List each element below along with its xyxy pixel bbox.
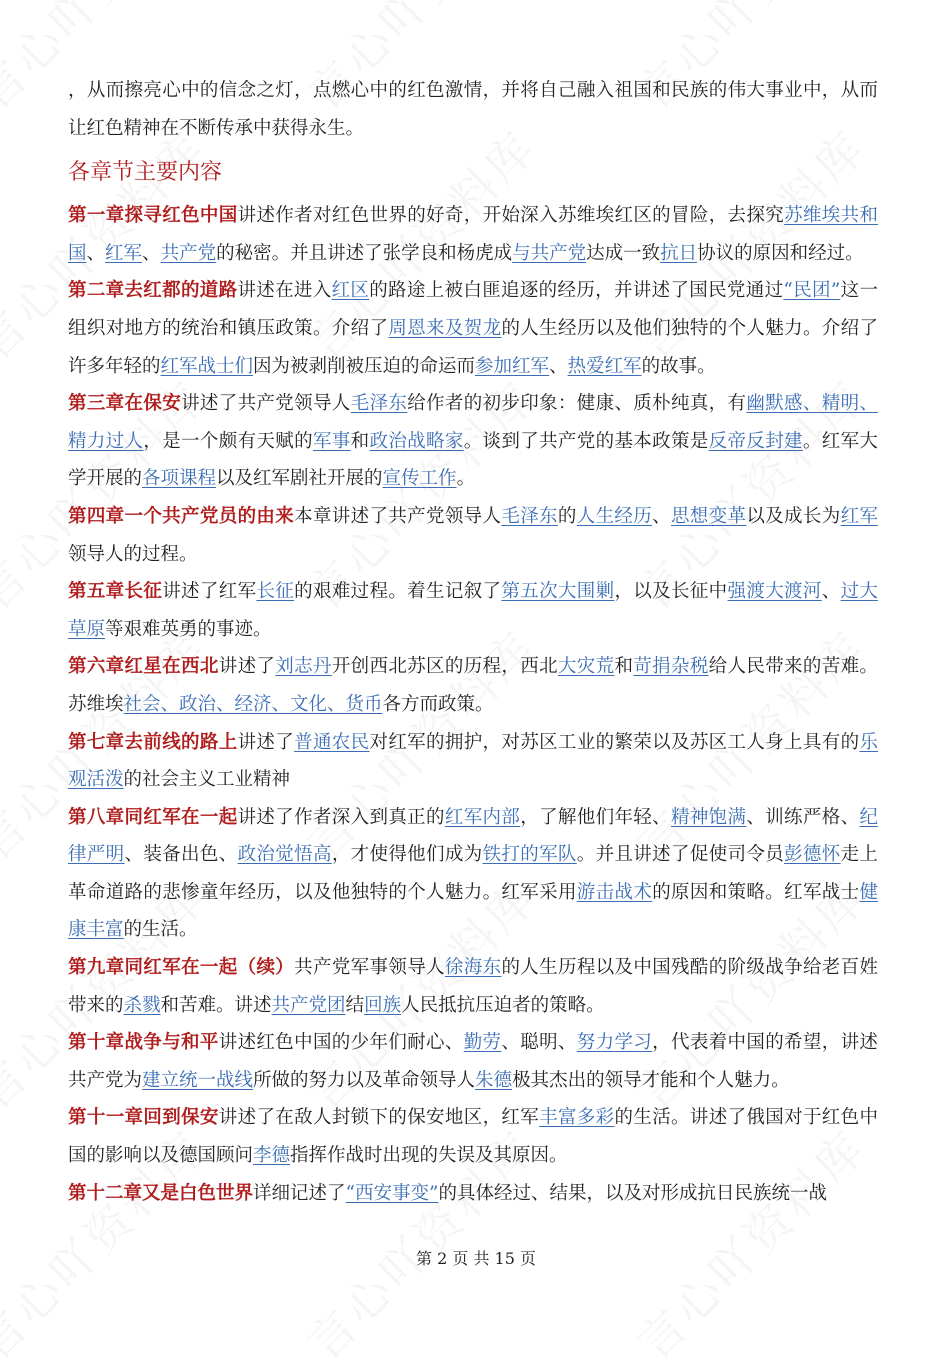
keyword-link[interactable]: 纪律严明 <box>68 806 878 866</box>
chapter-text: 讲述了共产党领导人 <box>181 393 351 415</box>
chapter-paragraph <box>68 1175 878 1213</box>
keyword-link[interactable]: 红军 <box>105 242 143 264</box>
chapter-paragraph <box>68 1024 878 1099</box>
chapter-title: 第六章红星在西北 <box>68 656 219 678</box>
keyword-link[interactable]: 徐海东 <box>444 957 502 979</box>
chapter-text: 和 <box>614 656 634 678</box>
chapter-text: 所做的努力以及革命领导人 <box>253 1069 476 1091</box>
chapter-title: 第九章同红军在一起（续） <box>68 957 295 979</box>
chapter-text: 、 <box>549 355 568 377</box>
keyword-link[interactable]: 抗日 <box>660 242 698 264</box>
chapter-text: 共产党军事领导人 <box>294 957 445 979</box>
chapter-title: 第二章去红都的道路 <box>68 280 238 302</box>
chapter-text: 协议的原因和经过。 <box>697 242 864 264</box>
keyword-link[interactable]: 军事 <box>312 430 351 452</box>
chapter-paragraph <box>68 1099 878 1174</box>
chapter-title: 第八章同红军在一起 <box>68 806 238 828</box>
keyword-link[interactable]: 热爱红军 <box>567 355 642 377</box>
keyword-link[interactable]: 人生经历 <box>576 505 653 527</box>
keyword-link[interactable]: 苛捐杂税 <box>633 656 709 678</box>
chapter-paragraph <box>68 799 878 949</box>
document-page <box>68 72 878 1212</box>
chapter-text: 的具体经过、结果，以及对形成抗日民族统一战 <box>438 1182 827 1204</box>
chapter-text: 的 <box>557 505 577 527</box>
keyword-link[interactable]: 红军内部 <box>444 806 521 828</box>
keyword-link[interactable]: 刘志丹 <box>275 656 332 678</box>
chapter-text: 、 <box>821 581 841 603</box>
page-footer: 第 2 页 共 15 页 <box>416 1249 536 1268</box>
chapter-paragraph <box>68 724 878 799</box>
chapter-text: 等艰难英勇的事迹。 <box>105 618 272 640</box>
keyword-link[interactable]: 乐观活泼 <box>68 731 878 791</box>
keyword-link[interactable]: 政治觉悟高 <box>237 844 332 866</box>
chapter-text: 领导人的过程。 <box>68 543 198 565</box>
chapter-text: 对红军的拥护，对苏区工业的繁荣以及苏区工人身上具有的 <box>369 731 860 753</box>
chapter-text: 。红军大学开展的 <box>68 430 878 490</box>
keyword-link[interactable]: 杀戮 <box>123 994 161 1016</box>
chapter-list <box>68 197 878 1212</box>
keyword-link[interactable]: 朱德 <box>475 1069 513 1091</box>
chapter-text: 走上革命道路的悲惨童年经历，以及他独特的个人魅力。红军采用 <box>68 844 878 903</box>
chapter-text: 的艰难过程。着生记叙了 <box>294 581 502 603</box>
chapter-text: 讲述了作者深入到真正的 <box>237 806 445 828</box>
keyword-link[interactable]: 回族 <box>364 994 402 1016</box>
keyword-link[interactable]: 第五次大围剿 <box>501 581 615 603</box>
chapter-text: 的生活。 <box>123 919 198 941</box>
chapter-text: 讲述在进入 <box>237 280 332 302</box>
keyword-link[interactable]: 李德 <box>253 1145 291 1167</box>
chapter-text: 的故事。 <box>641 355 716 377</box>
chapter-text: 、 <box>142 242 161 264</box>
keyword-link[interactable]: 红军 <box>840 505 878 527</box>
section-heading: 各章节主要内容 <box>68 160 223 186</box>
chapter-text: 达成一致 <box>586 242 661 264</box>
keyword-link[interactable]: 大灾荒 <box>557 656 615 678</box>
keyword-link[interactable]: 普通农民 <box>294 731 370 753</box>
chapter-text: ，代表着中国的希望，讲述共产党为 <box>68 1032 878 1091</box>
keyword-link[interactable]: 各项课程 <box>142 468 217 490</box>
keyword-link[interactable]: 周恩来及贺龙 <box>388 317 502 339</box>
chapter-text: 人民抵抗压迫者的策略。 <box>401 994 605 1016</box>
keyword-link[interactable]: 长征 <box>256 581 295 603</box>
keyword-link[interactable]: 彭德怀 <box>784 844 841 866</box>
keyword-link[interactable]: “西安事变” <box>345 1182 439 1204</box>
chapter-text: 的人生历程以及中国残酷的阶级战争给老百姓带来的 <box>68 957 878 1016</box>
chapter-text: 以及成长为 <box>746 505 841 527</box>
keyword-link[interactable]: 思想变革 <box>670 505 747 527</box>
chapter-text: 、聪明、 <box>501 1032 577 1054</box>
keyword-link[interactable]: 与共产党 <box>512 242 587 264</box>
chapter-text: 的原因和策略。红军战士 <box>652 881 860 903</box>
keyword-link[interactable]: 建立统一战线 <box>142 1069 254 1091</box>
keyword-link[interactable]: 丰富多彩 <box>539 1107 615 1129</box>
keyword-link[interactable]: 反帝反封建 <box>708 430 803 452</box>
chapter-text: 这一组织对地方的统治和镇压政策。介绍了 <box>68 280 878 339</box>
keyword-link[interactable]: 铁打的军队 <box>482 844 577 866</box>
chapter-text: 的生活。讲述了俄国对于红色中国的影响以及德国顾问 <box>68 1107 878 1167</box>
intro-paragraph: ，从而擦亮心中的信念之灯，点燃心中的红色激情，并将自己融入祖国和民族的伟大事业中，从而让红色精神在不断传承中获得永生。 <box>68 80 878 139</box>
chapter-text: 因为被剥削被压迫的命运而 <box>253 355 476 377</box>
keyword-link[interactable]: 政治战略家 <box>369 430 464 452</box>
chapter-text: 极其杰出的领导才能和个人魅力。 <box>512 1069 790 1091</box>
keyword-link[interactable]: 强渡大渡河 <box>727 581 822 603</box>
chapter-text: 。并且讲述了促使司令员 <box>576 844 785 866</box>
chapter-text: 结 <box>345 994 365 1016</box>
keyword-link[interactable]: 社会、政治、经济、文化、货币 <box>123 693 383 715</box>
chapter-text: 给人民带来的苦难。苏维埃 <box>68 656 878 715</box>
chapter-title: 第五章长征 <box>68 581 163 603</box>
chapter-text: 的社会主义工业精神 <box>123 769 291 791</box>
keyword-link[interactable]: 幽默感、精明、精力过人 <box>68 393 878 452</box>
chapter-paragraph <box>68 573 878 648</box>
chapter-text: 的秘密。并且讲述了张学良和杨虎成 <box>216 242 513 264</box>
chapter-title: 第三章在保安 <box>68 393 182 415</box>
chapter-text: ，才使得他们成为 <box>331 844 483 866</box>
chapter-title: 第十章战争与和平 <box>68 1032 219 1054</box>
chapter-paragraph <box>68 949 878 1024</box>
keyword-link[interactable]: 游击战术 <box>576 881 653 903</box>
chapter-text: 开创西北苏区的历程，西北 <box>331 656 558 678</box>
chapter-paragraph <box>68 197 878 272</box>
keyword-link[interactable]: 勤劳 <box>463 1032 502 1054</box>
chapter-text: 详细记述了 <box>253 1182 346 1204</box>
keyword-link[interactable]: 红区 <box>331 280 370 302</box>
chapter-text: 。 <box>456 468 476 490</box>
chapter-text: 讲述红色中国的少年们耐心、 <box>218 1032 464 1054</box>
keyword-link[interactable]: 过大草原 <box>68 581 878 640</box>
chapter-title: 第四章一个共产党员的由来 <box>68 505 295 527</box>
chapter-text: ，是一个颇有天赋的 <box>143 430 313 452</box>
chapter-text: 和苦难。讲述 <box>160 994 272 1016</box>
chapter-text: ，以及长征中 <box>614 581 728 603</box>
chapter-title: 第一章探寻红色中国 <box>68 205 238 227</box>
chapter-text: 各方而政策。 <box>382 693 494 715</box>
chapter-text: 给作者的初步印象：健康、质朴纯真，有 <box>407 393 747 415</box>
keyword-link[interactable]: 健康丰富 <box>68 881 878 941</box>
chapter-text: 、 <box>652 505 671 527</box>
keyword-link[interactable]: 努力学习 <box>576 1032 653 1054</box>
chapter-paragraph <box>68 498 878 573</box>
keyword-link[interactable]: 宣传工作 <box>382 468 457 490</box>
chapter-paragraph <box>68 648 878 723</box>
chapter-text: 讲述了红军 <box>162 581 257 603</box>
keyword-link[interactable]: 毛泽东 <box>350 393 408 415</box>
chapter-text: 、 <box>86 242 106 264</box>
chapter-paragraph <box>68 272 878 385</box>
chapter-title: 第十二章又是白色世界 <box>68 1182 254 1204</box>
chapter-text: 。谈到了共产党的基本政策是 <box>463 430 709 452</box>
chapter-text: 、装备出色、 <box>124 844 238 866</box>
keyword-link[interactable]: 共产党团 <box>271 994 346 1016</box>
chapter-text: 讲述了 <box>237 731 295 753</box>
chapter-title: 第十一章回到保安 <box>68 1107 219 1129</box>
chapter-text: 和 <box>350 430 370 452</box>
chapter-text: ，了解他们年轻、 <box>520 806 671 828</box>
chapter-text: 的人生经历以及他们独特的个人魅力。介绍了许多年轻的 <box>68 317 878 377</box>
chapter-text: 讲述作者对红色世界的好奇，开始深入苏维埃红区的冒险，去探究 <box>237 205 785 227</box>
keyword-link[interactable]: 苏维埃共和国 <box>68 205 878 264</box>
chapter-text: 以及红军剧社开展的 <box>216 468 383 490</box>
keyword-link[interactable]: 精神饱满 <box>671 806 747 828</box>
chapter-text: 指挥作战时出现的失误及其原因。 <box>290 1145 568 1167</box>
chapter-text: 本章讲述了共产党领导人 <box>294 505 502 527</box>
keyword-link[interactable]: 参加红军 <box>475 355 550 377</box>
keyword-link[interactable]: 毛泽东 <box>501 505 558 527</box>
chapter-text: 讲述了在敌人封锁下的保安地区，红军 <box>218 1107 540 1129</box>
keyword-link[interactable]: 共产党 <box>160 242 217 264</box>
chapter-text: 的路途上被白匪追逐的经历，并讲述了国民党通过 <box>369 280 784 302</box>
chapter-text: 、训练严格、 <box>746 806 860 828</box>
chapter-title: 第七章去前线的路上 <box>68 731 238 753</box>
keyword-link[interactable]: “民团” <box>783 280 841 302</box>
chapter-text: 讲述了 <box>218 656 276 678</box>
keyword-link[interactable]: 红军战士们 <box>160 355 254 377</box>
chapter-paragraph <box>68 385 878 498</box>
